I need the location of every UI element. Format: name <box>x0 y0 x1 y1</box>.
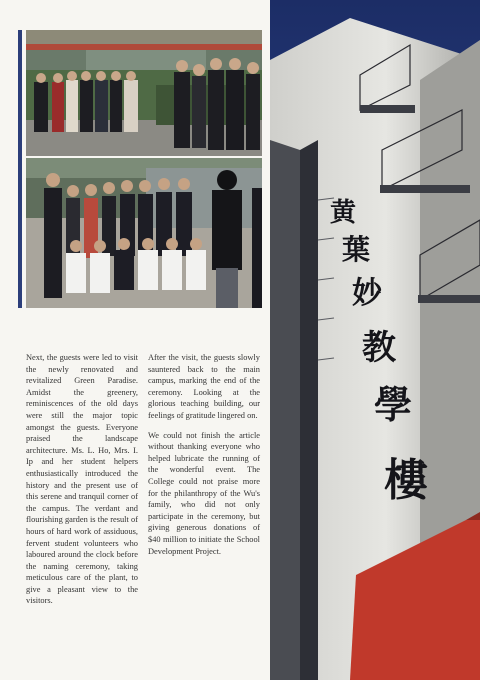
group-photo-outdoor-image <box>26 30 262 156</box>
group-photo-students-image <box>26 158 262 308</box>
sign-char: 黄 <box>330 198 357 228</box>
article-paragraph: Next, the guests were led to visit the newly renovated and revitalized Green Paradise. Amidst the greenery, reminiscences of the old days were still the major topic amongst the guests. Everyone praised the landscape architecture. Ms. L. Ho, Mrs. I. Ip and her student helpers enthusiastically introduced the history and the present use of this serene and tranquil corner of the campus. The verdant and flourishing garden is the result of hours of hard work of assiduous, fervent student volunteers who laboured around the clock before the naming ceremony, taking meticulous care of the plant, to give a pleasant view to the visitors. <box>26 353 138 606</box>
article-column-left <box>26 352 138 615</box>
sign-char: 妙 <box>352 276 382 311</box>
article-paragraph: After the visit, the guests slowly sauntered back to the main campus, marking the end of the ceremony. Looking at the glorious teaching building, our feelings of gratitude lingered on. <box>148 353 260 420</box>
group-photo-students <box>26 158 262 308</box>
sign-char: 樓 <box>384 455 428 506</box>
sign-char: 教 <box>362 328 396 368</box>
building-sign <box>270 0 480 680</box>
article-column-right <box>148 352 260 565</box>
accent-bar <box>18 30 22 308</box>
group-photo-outdoor <box>26 30 262 156</box>
sign-char: 學 <box>374 383 413 427</box>
building-photo <box>270 0 480 680</box>
article-paragraph: We could not finish the article without thanking everyone who helped lubricate the running of the wonderful event. The College could not praise more for the philanthropy of the Wu's family, who did not only participate in the ceremony, but giving generous donations of $40 million to initiate the School Development Project. <box>148 430 260 556</box>
sign-char: 葉 <box>342 233 371 266</box>
